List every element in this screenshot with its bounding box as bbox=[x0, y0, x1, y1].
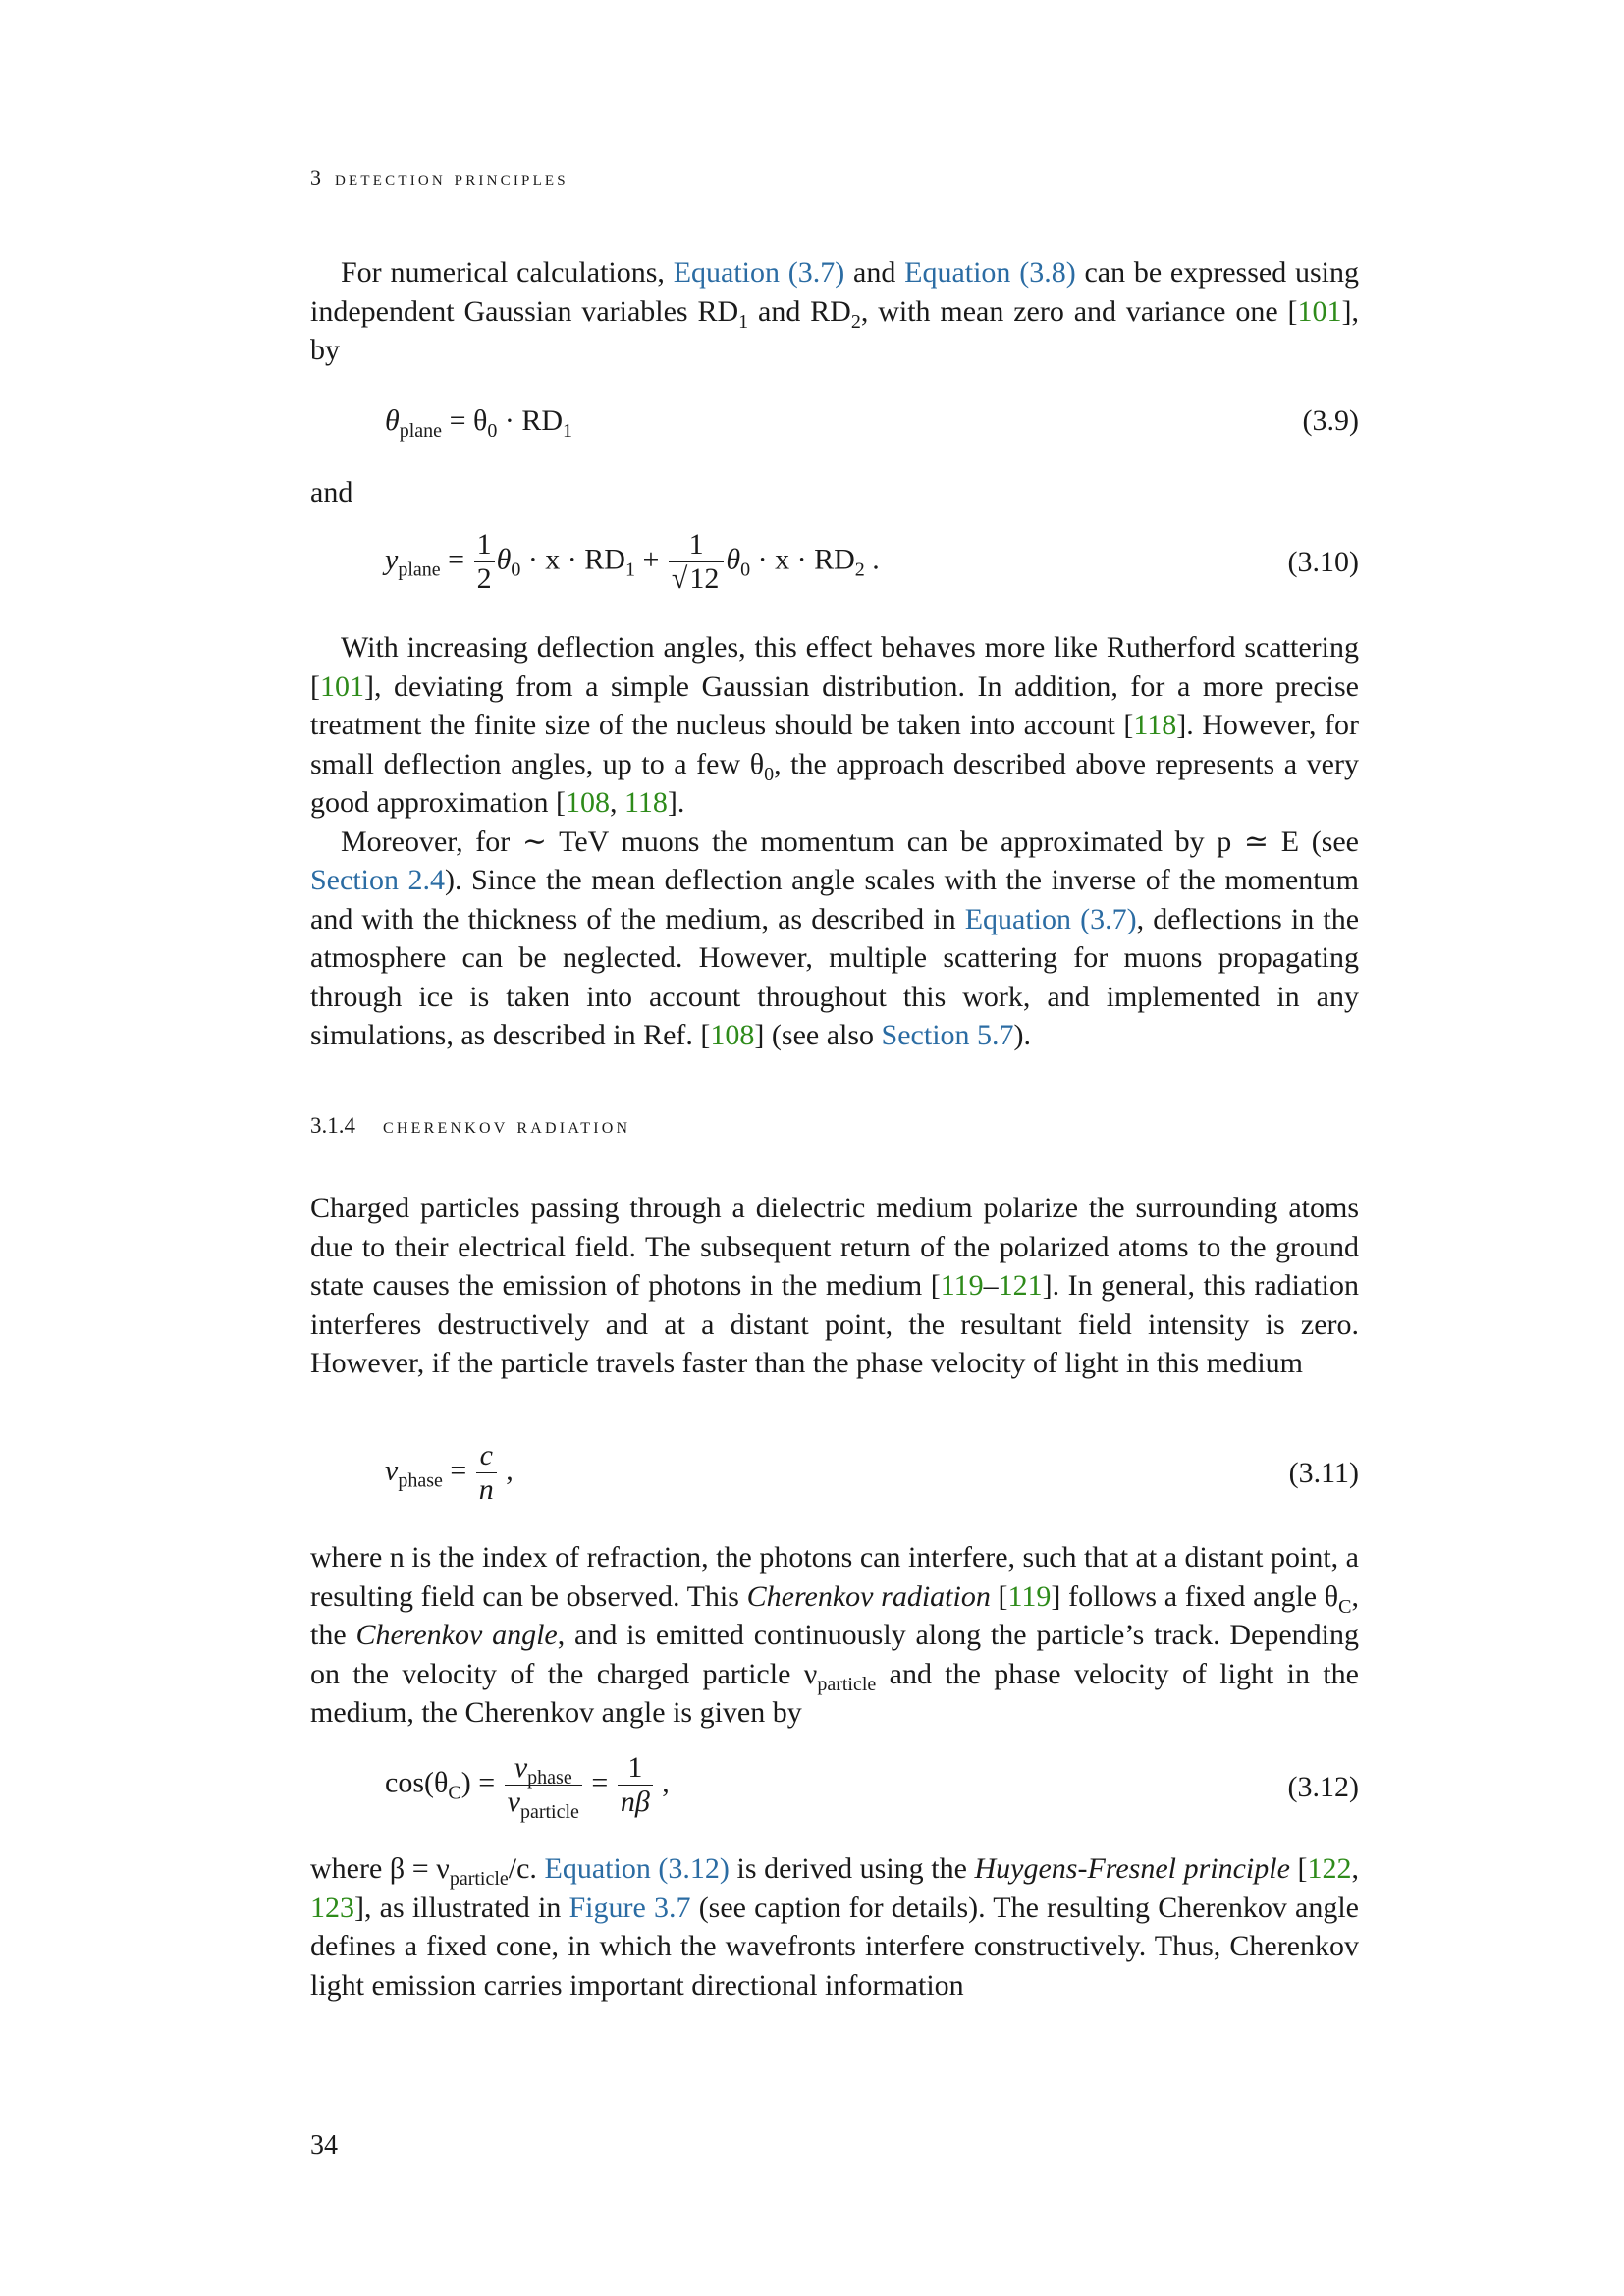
section-title: cherenkov radiation bbox=[383, 1113, 631, 1138]
equation-number: (3.9) bbox=[1302, 404, 1359, 437]
citation-link[interactable]: 119 bbox=[1007, 1579, 1052, 1613]
equation-number: (3.11) bbox=[1288, 1457, 1359, 1489]
equation-number: (3.12) bbox=[1287, 1771, 1359, 1803]
citation-link[interactable]: 123 bbox=[310, 1891, 354, 1924]
section-number: 3.1.4 bbox=[310, 1113, 355, 1138]
citation-link[interactable]: 108 bbox=[565, 786, 610, 819]
citation-link[interactable]: 118 bbox=[1133, 709, 1177, 741]
equation-3-12: $\cos(\theta_C)$ = $\frac{\nu_{phase}}{\nu_{particle}}$ = $\frac{1}{n\beta}$ , (3.12) bbox=[385, 1751, 1359, 1823]
paragraph-2: With increasing deflection angles, this effect behaves more like Rutherford scattering [101], deviating from a simple Gaussian distribution. In addition, for a more precise treatment the finite size of the nucleus should be taken into account [118]. However, for small deflection angles, up to a few $\theta_0$, the approach described above represents a very good approximation [108, 118]. Moreover, for ∼ TeV muons the momentum can be approximated by p ≃ E (see Section 2.4). Since the mean deflection angle scales with the inverse of the momentum and with the thickness of the medium, as described in Equation (3.7), deflections in the atmosphere can be neglected. However, multiple scattering for muons propagating through ice is taken into account throughout this work, and implemented in any simulations, as described in Ref. [108] (see also Section 5.7). bbox=[310, 628, 1359, 1055]
equation-link[interactable]: Equation (3.8) bbox=[904, 256, 1076, 289]
figure-link[interactable]: Figure 3.7 bbox=[568, 1891, 691, 1924]
paragraph-6: where $\beta = \nu_{particle}/c$. Equation (3.12) is derived using the Huygens-Fresnel principle [122, 123], as illustrated in Figure 3.7 (see caption for details). The resulting Cherenkov angle defines a fixed cone, in which the wavefronts interfere constructively. Thus, Cherenkov light emission carries important directional information bbox=[310, 1852, 1359, 2002]
equation-3-11: $\nu_{phase}$ = $\frac{c}{n}$ , (3.11) bbox=[385, 1439, 1359, 1506]
citation-link[interactable]: 122 bbox=[1307, 1852, 1352, 1885]
equation-link[interactable]: Equation (3.7) bbox=[673, 256, 845, 289]
section-link[interactable]: Section 5.7 bbox=[881, 1019, 1014, 1051]
section-heading bbox=[310, 1113, 630, 1139]
paragraph-and: and bbox=[310, 476, 353, 508]
equation-link[interactable]: Equation (3.12) bbox=[544, 1852, 730, 1885]
citation-link[interactable]: 101 bbox=[1297, 294, 1342, 328]
paragraph-3: Moreover, for ∼ TeV muons the momentum can be approximated by p ≃ E (see Section 2.4). Since the mean deflection angle scales with the inverse of the momentum and with the thickness of the medium, as described in Equation (3.7), deflections in the atmosphere can be neglected. However, multiple scattering for muons propagating through ice is taken into account throughout this work, and implemented in any simulations, as described in Ref. [108] (see also Section 5.7). bbox=[310, 825, 1360, 1051]
section-link[interactable]: Section 2.4 bbox=[310, 864, 445, 896]
paragraph-5: where n is the index of refraction, the photons can interfere, such that at a distant point, a resulting field can be observed. This Cherenkov radiation [119] follows a fixed angle $\theta_C$, the Cherenkov angle, and is emitted continuously along the particle’s track. Depending on the velocity of the charged particle $\nu_{particle}$ and the phase velocity of light in the medium, the Cherenkov angle is given by bbox=[310, 1541, 1360, 1729]
page-number: 34 bbox=[310, 2130, 338, 2161]
equation-number: (3.10) bbox=[1287, 546, 1359, 578]
citation-link[interactable]: 108 bbox=[710, 1019, 755, 1051]
citation-link[interactable]: 119 bbox=[940, 1269, 984, 1302]
chapter-number: 3 bbox=[310, 165, 321, 189]
paragraph-4: Charged particles passing through a dielectric medium polarize the surrounding atoms due to their electrical field. The subsequent return of the polarized atoms to the ground state causes the emission of photons in the medium [119–121]. In general, this radiation interferes destructively and at a distant point, the resultant field intensity is zero. However, if the particle travels faster than the phase velocity of light in this medium bbox=[310, 1192, 1359, 1379]
citation-link[interactable]: 101 bbox=[320, 669, 364, 703]
running-header bbox=[310, 165, 568, 190]
page: 3 detection principles For numerical calculations, Equation (3.7) and Equation (3.8) can be expressed using independent Gaussian variables $RD_1$ and $RD_2$, with mean zero and variance one [101], by $\theta_{plane} = \theta_0 \cdot RD_1$ (3.9) and $y_{plane}$ = $\frac{1}{2}$ $\theta_0 \cdot x \cdot RD_1$ + $\frac{1}{√12}$ $\theta_0 \cdot x \cdot RD_2$ . (3.10) With increasing deflection angles, this effect behaves more like Rutherford scattering [101], deviating from a simple Gaussian distribution. In addition, for a more precise treatment the finite size of the nucleus should be taken into account [118]. However, for small deflection angles, up to a few $\theta_0$, the approach described above represents a very good approximation [108, 118]. Moreover, for ∼ TeV muons the momentum can be approximated by p ≃ E (see Section 2.4). Since the mean deflection angle scales with the inverse of the momentum and with the thickness of the medium, as described in Equation (3.7), deflections in the atmosphere can be neglected. However, multiple scattering for muons propagating through ice is taken into account throughout this work, and implemented in any simulations, as described in Ref. [108] (see also Section 5.7). 3.1.4 cherenkov radiation Charged particles passing through a dielectric medium polarize the surrounding atoms due to their electrical field. The subsequent return of the polarized atoms to the ground state causes the emission of photons in the medium [119–121]. In general, this radiation interferes destructively and at a distant point, the resultant field intensity is zero. However, if the particle travels faster than the phase velocity of light in this medium $\nu_{phase}$ = $\frac{c}{n}$ , (3.11) where n is the index of refraction, the photons can interfere, such that at a distant point, a resulting field can be observed. This Cherenkov radiation [119] follows a fixed angle $\theta_C$, the Cherenkov angle, and is emitted continuously along the particle’s track. Depending on the velocity of the charged particle $\nu_{particle}$ and the phase velocity of light in the medium, the Cherenkov angle is given by $\cos(\theta_C)$ = $\frac{\nu_{phase}}{\nu_{particle}}$ = $\frac{1}{n\beta}$ , (3.12) where $\beta = \nu_{particle}/c$. Equation (3.12) is derived using the Huygens-Fresnel principle [122, 123], as illustrated in Figure 3.7 (see caption for details). The resulting Cherenkov angle defines a fixed cone, in which the wavefronts interfere constructively. Thus, Cherenkov light emission carries important directional information 34 bbox=[310, 165, 1360, 2161]
paragraph-1: For numerical calculations, Equation (3.7) and Equation (3.8) can be expressed using independent Gaussian variables $RD_1$ and $RD_2$, with mean zero and variance one [101], by bbox=[310, 256, 1359, 366]
equation-3-10: $y_{plane}$ = $\frac{1}{2}$ $\theta_0 \cdot x \cdot RD_1$ + $\frac{1}{√12}$ $\theta_0 \cdot x \cdot RD_2$ . (3.10) bbox=[385, 528, 1359, 595]
citation-link[interactable]: 121 bbox=[998, 1269, 1043, 1302]
chapter-title: detection principles bbox=[335, 165, 568, 189]
citation-link[interactable]: 118 bbox=[623, 786, 668, 819]
equation-link[interactable]: Equation (3.7) bbox=[964, 902, 1137, 935]
